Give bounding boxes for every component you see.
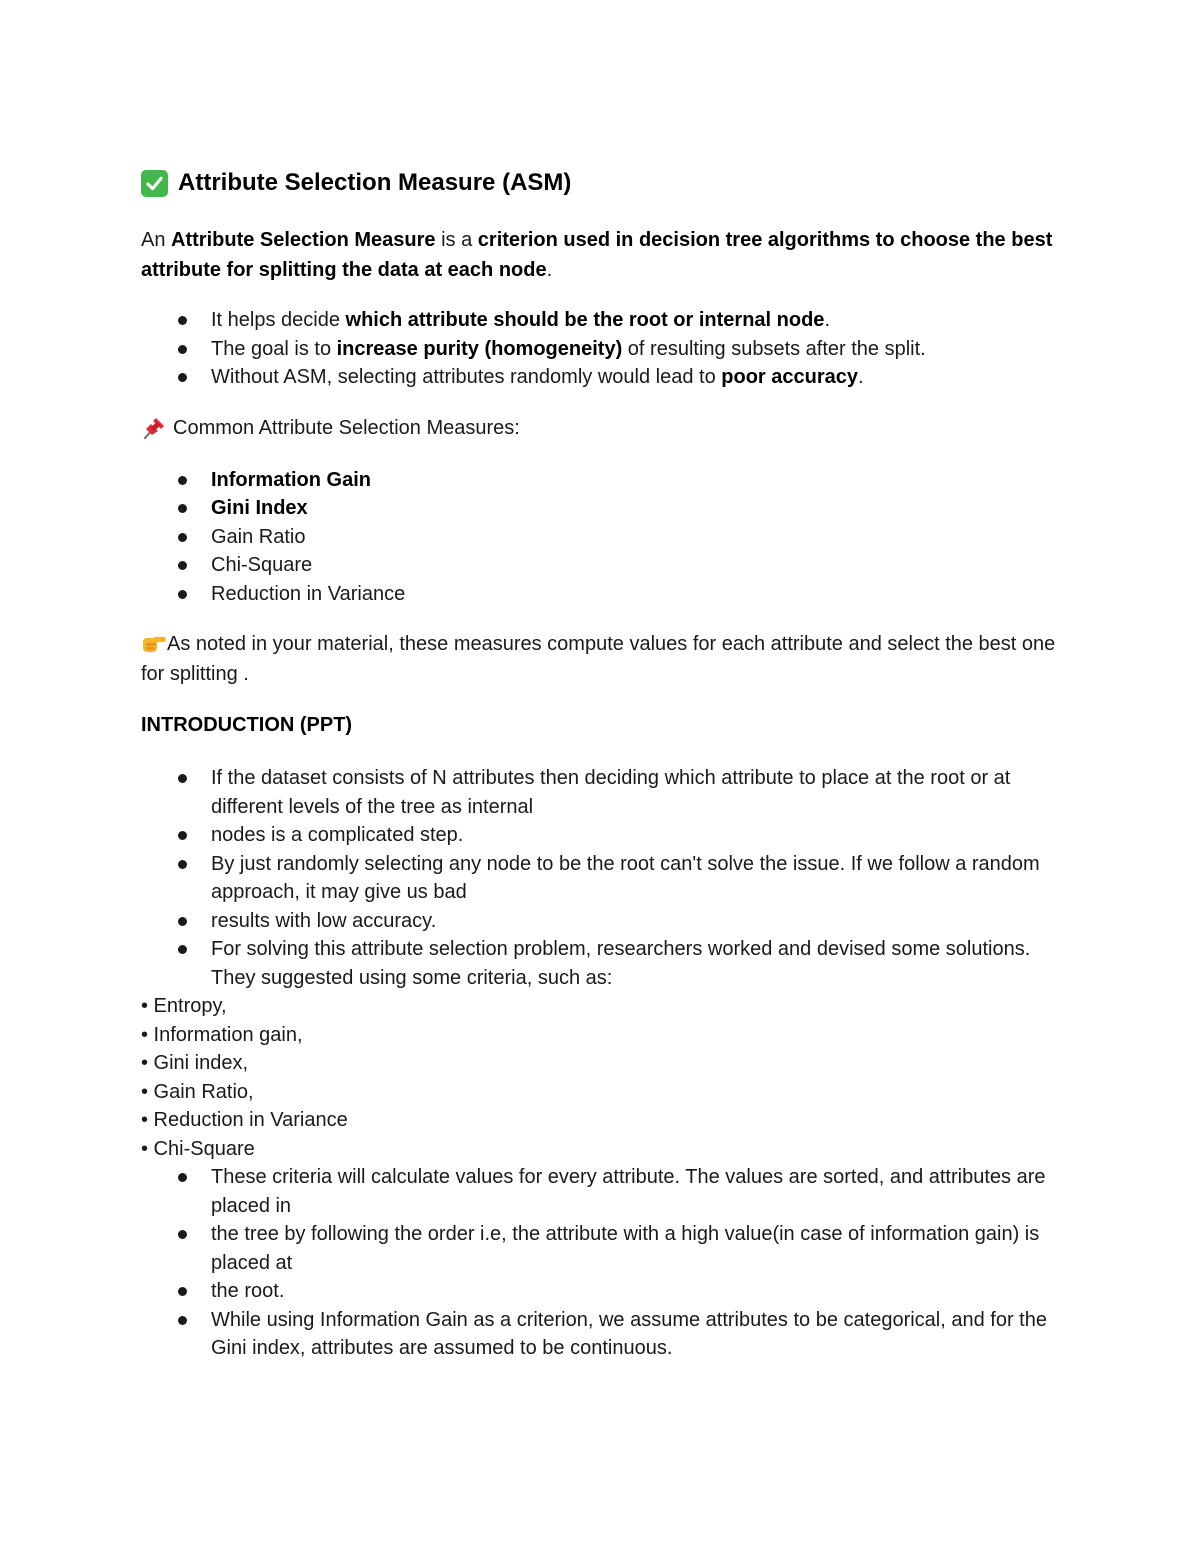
bullet-icon [178, 533, 187, 542]
bullet-icon [178, 1316, 187, 1325]
list-item: While using Information Gain as a criterion, we assume attributes to be categorical, and for the Gini index, attributes are assumed to be continuous. [141, 1306, 1061, 1363]
page-title-text: Attribute Selection Measure (ASM) [178, 169, 572, 196]
pointing-hand-icon [141, 631, 167, 657]
list-item: The goal is to increase purity (homogeneity) of resulting subsets after the split. [141, 335, 1061, 364]
list-item: • Gini index, [141, 1052, 249, 1074]
bullet-icon [178, 561, 187, 570]
document-content [141, 166, 1061, 1363]
introduction-heading: INTRODUCTION (PPT) [141, 714, 353, 736]
list-item: the tree by following the order i.e, the attribute with a high value(in case of information gain) is placed at [141, 1220, 1061, 1277]
list-item: Gain Ratio [141, 523, 1061, 552]
bullet-icon [178, 476, 187, 485]
intro-paragraph: An Attribute Selection Measure is a criterion used in decision tree algorithms to choose the best attribute for splitting the data at each node. [141, 229, 1053, 281]
pushpin-icon [141, 415, 167, 441]
list-item: • Reduction in Variance [141, 1109, 348, 1131]
bullet-icon [178, 945, 187, 954]
bullet-icon [178, 860, 187, 869]
bullet-icon [178, 316, 187, 325]
list-item: • Information gain, [141, 1023, 303, 1046]
list-item: • Chi-Square [141, 1137, 255, 1160]
list-item: • Entropy, [141, 995, 227, 1017]
list-item: If the dataset consists of N attributes then deciding which attribute to place at the root or at different levels of the tree as internal [141, 764, 1061, 821]
common-measures-heading: Common Attribute Selection Measures: [141, 414, 1061, 443]
measures-list [141, 466, 1061, 609]
bullet-icon [178, 345, 187, 354]
bullet-icon [178, 774, 187, 783]
bullet-icon [178, 373, 187, 382]
bullet-icon [178, 1287, 187, 1296]
list-item: Without ASM, selecting attributes randomly would lead to poor accuracy. [141, 363, 1061, 392]
list-item: • Gain Ratio, [141, 1080, 254, 1103]
criteria-notes-list [141, 1163, 1061, 1363]
list-item: results with low accuracy. [141, 907, 1061, 936]
bullet-icon [178, 590, 187, 599]
page-title [141, 166, 1061, 200]
bullet-icon [178, 831, 187, 840]
bullet-icon [178, 1173, 187, 1182]
list-item: Gini Index [141, 494, 1061, 523]
list-item: For solving this attribute selection problem, researchers worked and devised some solutions. They suggested using some criteria, such as: [141, 935, 1061, 992]
list-item: These criteria will calculate values for every attribute. The values are sorted, and attributes are placed in [141, 1163, 1061, 1220]
list-item: It helps decide which attribute should be the root or internal node. [141, 306, 1061, 335]
list-item: By just randomly selecting any node to be the root can't solve the issue. If we follow a random approach, it may give us bad [141, 850, 1061, 907]
criteria-list [141, 992, 1061, 1163]
asm-key-points [141, 306, 1061, 392]
bullet-icon [178, 1230, 187, 1239]
list-item: Chi-Square [141, 551, 1061, 580]
bullet-icon [178, 504, 187, 513]
note-paragraph: As noted in your material, these measures compute values for each attribute and select the best one for splitting . [141, 633, 1056, 685]
list-item: Information Gain [141, 466, 1061, 495]
introduction-list [141, 764, 1061, 992]
list-item: nodes is a complicated step. [141, 821, 1061, 850]
bullet-icon [178, 917, 187, 926]
list-item: the root. [141, 1277, 1061, 1306]
list-item: Reduction in Variance [141, 580, 1061, 609]
check-mark-icon [141, 170, 168, 197]
